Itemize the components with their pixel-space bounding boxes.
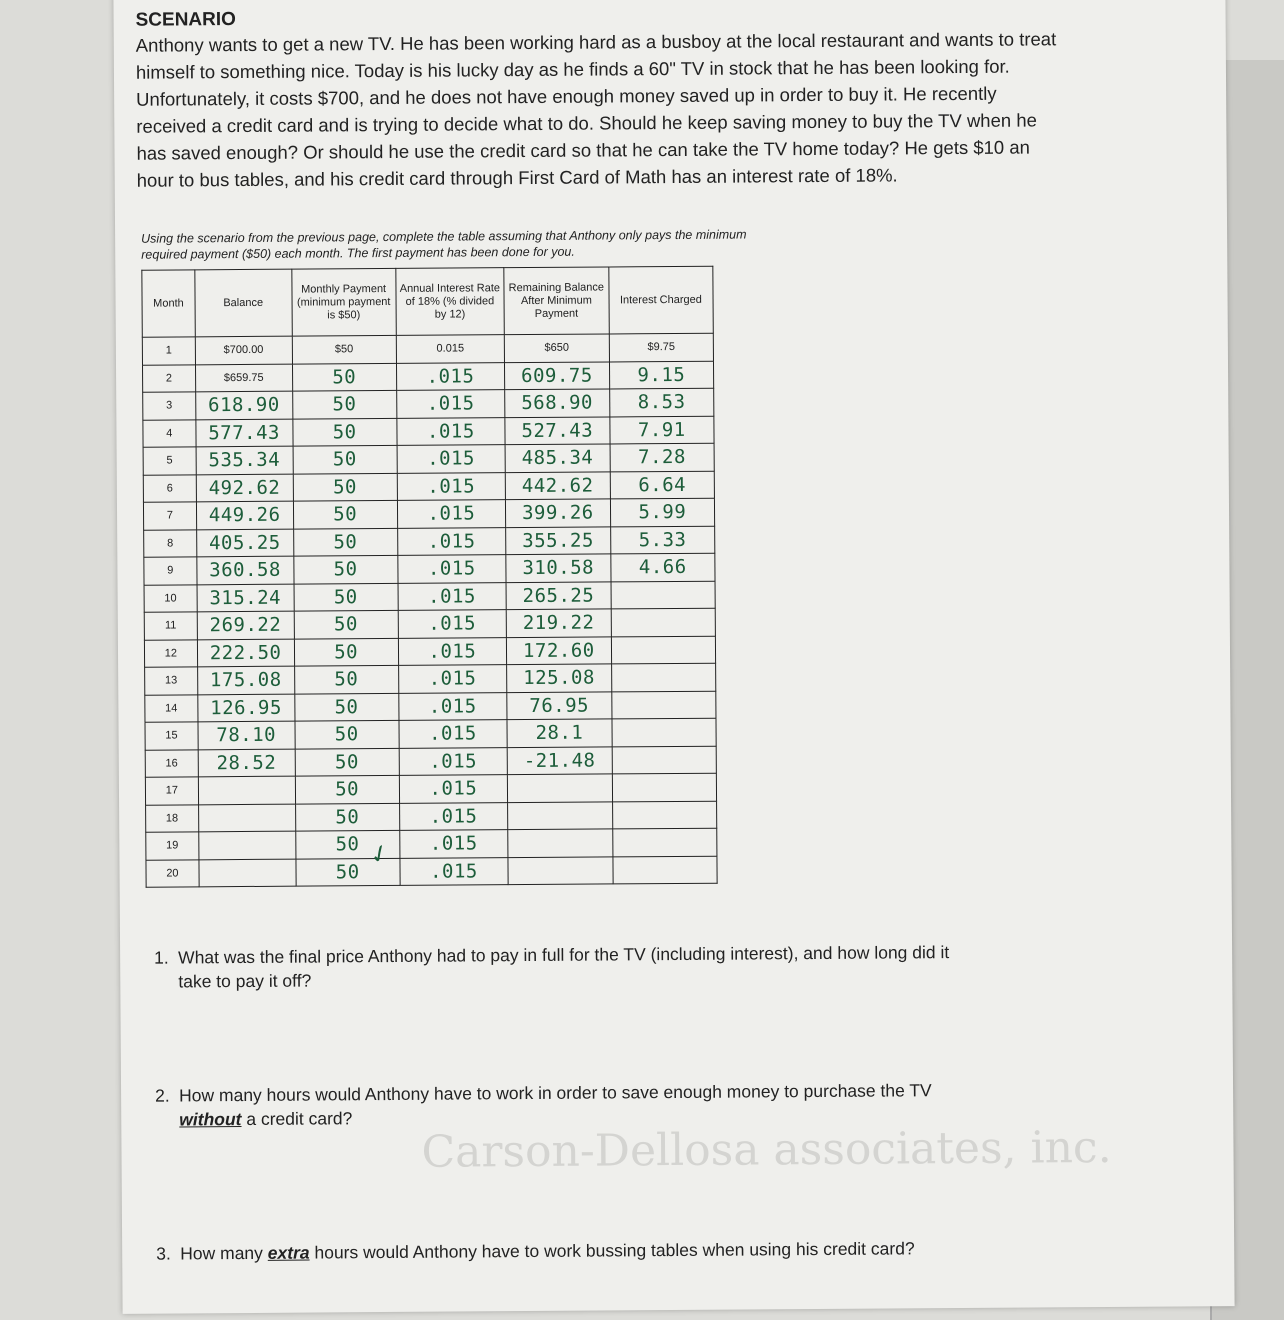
remaining-cell: 125.08 (507, 664, 612, 692)
remaining-cell: 76.95 (507, 691, 612, 719)
rate-cell: .015 (399, 747, 507, 775)
table-header-row (142, 266, 713, 337)
month-cell: 5 (143, 447, 196, 475)
rate-cell: .015 (399, 720, 507, 748)
remaining-cell (508, 856, 613, 884)
question-3-pre: How many (180, 1242, 268, 1264)
balance-cell: 449.26 (196, 501, 293, 529)
question-2 (155, 1077, 1055, 1131)
payment-cell: 50 (294, 610, 398, 638)
balance-cell: 492.62 (196, 474, 293, 502)
question-3-rest: hours would Anthony have to work bussing tables when using his credit card? (309, 1238, 915, 1263)
rate-cell: .015 (397, 417, 505, 445)
table-row (143, 498, 714, 529)
rate-cell: .015 (399, 775, 507, 803)
balance-cell: 126.95 (198, 694, 295, 722)
rate-cell: .015 (398, 637, 506, 665)
rate-cell: .015 (400, 830, 508, 858)
balance-cell: 222.50 (197, 639, 294, 667)
month-cell: 14 (145, 694, 198, 722)
interest-cell (611, 608, 716, 636)
table-row (143, 388, 714, 419)
remaining-cell: 219.22 (506, 609, 611, 637)
interest-cell: 7.28 (610, 443, 715, 471)
rate-cell: .015 (399, 692, 507, 720)
table-row (143, 443, 714, 474)
interest-cell: 9.15 (609, 361, 714, 389)
month-cell: 10 (144, 584, 197, 612)
table-row (146, 856, 717, 887)
table-row (146, 801, 717, 832)
question-2-text: How many hours would Anthony have to work in order to save enough money to purchase the TV (179, 1080, 932, 1106)
payment-cell: 50 (295, 748, 399, 776)
payment-cell: 50 (292, 363, 396, 391)
scenario-heading: SCENARIO (135, 9, 236, 31)
table-row (144, 526, 715, 557)
question-2-rest: a credit card? (241, 1108, 353, 1130)
interest-cell (611, 636, 716, 664)
balance-cell: 269.22 (197, 611, 294, 639)
table-body (142, 333, 717, 887)
interest-cell (611, 581, 716, 609)
interest-cell: $9.75 (609, 333, 714, 361)
interest-cell: 6.64 (610, 471, 715, 499)
question-1-number: 1. (154, 947, 169, 968)
payment-cell: 50 (293, 500, 397, 528)
interest-cell (612, 746, 717, 774)
header-remaining: Remaining Balance After Minimum Payment (504, 267, 609, 335)
remaining-cell: 568.90 (505, 389, 610, 417)
month-cell: 3 (143, 392, 196, 420)
interest-cell (612, 773, 717, 801)
header-interest: Interest Charged (608, 266, 713, 334)
month-cell: 6 (143, 474, 196, 502)
payment-cell: 50 (293, 528, 397, 556)
rate-cell: .015 (398, 582, 506, 610)
table-row (142, 333, 713, 364)
payment-cell: 50 (292, 390, 396, 418)
table-row (144, 636, 715, 667)
payment-table (141, 266, 717, 888)
payment-cell: 50 (294, 693, 398, 721)
interest-cell (613, 856, 718, 884)
rate-cell: .015 (397, 527, 505, 555)
table-row (144, 553, 715, 584)
interest-cell (612, 828, 717, 856)
remaining-cell (508, 801, 613, 829)
question-1 (154, 939, 1054, 993)
remaining-cell: 527.43 (505, 416, 610, 444)
balance-cell: 405.25 (196, 529, 293, 557)
month-cell: 20 (146, 859, 199, 887)
worksheet-page (113, 0, 1234, 1314)
payment-cell: 50 (292, 418, 396, 446)
remaining-cell (508, 829, 613, 857)
question-2-number: 2. (155, 1085, 170, 1106)
header-month: Month (142, 270, 195, 337)
question-1-text: What was the final price Anthony had to pay in full for the TV (including interest), and how long did it (178, 942, 950, 968)
month-cell: 9 (144, 557, 197, 585)
table-row (145, 773, 716, 804)
remaining-cell: 399.26 (505, 499, 610, 527)
balance-cell: 78.10 (198, 721, 295, 749)
question-2-text-cont (155, 1101, 1055, 1131)
month-cell: 2 (142, 364, 195, 392)
payment-cell: 50 (294, 665, 398, 693)
month-cell: 19 (146, 832, 199, 860)
interest-cell (611, 691, 716, 719)
rate-cell: .015 (397, 500, 505, 528)
rate-cell: .015 (398, 665, 506, 693)
month-cell: 17 (145, 777, 198, 805)
balance-cell: 315.24 (197, 584, 294, 612)
table-row (145, 746, 716, 777)
payment-cell: 50 (293, 555, 397, 583)
header-rate: Annual Interest Rate of 18% (% divided by 12) (396, 268, 505, 336)
balance-cell: $659.75 (195, 364, 292, 392)
question-3-emphasis: extra (267, 1242, 310, 1263)
payment-cell: 50 (295, 830, 399, 858)
scenario-paragraph: Anthony wants to get a new TV. He has been working hard as a busboy at the local restaurant and wants to treat himself to something nice. Today is his lucky day as he finds a 60" TV in stock that he has been looking for. Unfortunately, it costs $700, and he does not have enough money saved up in order to buy it. He recently received a credit card and is trying to decide what to do. Should he keep saving money to buy the TV when he has saved enough? Or should he use the credit card so that he can take the TV home today? He gets $10 an hour to bus tables, and his credit card through First Card of Math has an interest rate of 18%. (135, 28, 1057, 191)
table-row (145, 691, 716, 722)
rate-cell: 0.015 (396, 335, 504, 363)
rate-cell: .015 (397, 472, 505, 500)
interest-cell: 5.99 (610, 498, 715, 526)
payment-cell: 50 (294, 583, 398, 611)
interest-cell: 5.33 (610, 526, 715, 554)
remaining-cell: $650 (504, 334, 609, 362)
payment-cell: 50 (293, 473, 397, 501)
bleed-through-text: Carson-Dellosa associates, inc. (421, 1121, 1112, 1178)
handwritten-check-mark: ✓ (364, 837, 395, 872)
month-cell: 11 (144, 612, 197, 640)
table-instructions: Using the scenario from the previous page, complete the table assuming that Anthony only pays the minimum required payment ($50) each month. The first payment has been done for you. (141, 227, 747, 262)
remaining-cell: 355.25 (506, 526, 611, 554)
month-cell: 15 (145, 722, 198, 750)
balance-cell: 360.58 (197, 556, 294, 584)
question-1-text-cont: take to pay it off? (178, 970, 312, 992)
balance-cell (198, 776, 295, 804)
balance-cell (199, 859, 296, 887)
remaining-cell: 442.62 (505, 471, 610, 499)
balance-cell: 535.34 (196, 446, 293, 474)
balance-cell: $700.00 (195, 336, 292, 364)
payment-cell: 50 (295, 720, 399, 748)
payment-cell: $50 (292, 335, 396, 363)
month-cell: 8 (144, 529, 197, 557)
month-cell: 4 (143, 419, 196, 447)
month-cell: 13 (145, 667, 198, 695)
rate-cell: .015 (398, 610, 506, 638)
question-2-emphasis: without (179, 1109, 242, 1130)
remaining-cell: 609.75 (505, 361, 610, 389)
month-cell: 16 (145, 749, 198, 777)
interest-cell: 4.66 (610, 553, 715, 581)
payment-cell: 50 (294, 638, 398, 666)
table-row (142, 361, 713, 392)
rate-cell: .015 (397, 445, 505, 473)
interest-cell: 8.53 (609, 388, 714, 416)
rate-cell: .015 (398, 555, 506, 583)
rate-cell: .015 (399, 802, 507, 830)
payment-cell: 50 (293, 445, 397, 473)
interest-cell: 7.91 (610, 416, 715, 444)
remaining-cell: 265.25 (506, 581, 611, 609)
remaining-cell: 28.1 (507, 719, 612, 747)
remaining-cell: 310.58 (506, 554, 611, 582)
question-3 (156, 1235, 1056, 1265)
interest-cell (611, 663, 716, 691)
rate-cell: .015 (400, 857, 508, 885)
balance-cell (199, 831, 296, 859)
month-cell: 1 (142, 337, 195, 365)
table-row (143, 471, 714, 502)
balance-cell: 618.90 (195, 391, 292, 419)
header-payment: Monthly Payment (minimum payment is $50) (291, 268, 396, 336)
table-row (146, 828, 717, 859)
balance-cell: 28.52 (198, 749, 295, 777)
table-row (144, 608, 715, 639)
remaining-cell: 485.34 (505, 444, 610, 472)
table-row (144, 581, 715, 612)
balance-cell: 577.43 (196, 419, 293, 447)
table-row (145, 663, 716, 694)
month-cell: 18 (146, 804, 199, 832)
table-row (145, 718, 716, 749)
interest-cell (612, 718, 717, 746)
question-3-number: 3. (156, 1243, 171, 1264)
table-row (143, 416, 714, 447)
payment-cell: 50 (295, 775, 399, 803)
balance-cell: 175.08 (197, 666, 294, 694)
remaining-cell: 172.60 (506, 636, 611, 664)
payment-cell: 50 (295, 803, 399, 831)
remaining-cell: -21.48 (507, 746, 612, 774)
header-balance: Balance (195, 269, 292, 337)
rate-cell: .015 (396, 390, 504, 418)
month-cell: 7 (143, 502, 196, 530)
payment-cell: 50 (295, 858, 399, 886)
remaining-cell (507, 774, 612, 802)
interest-cell (612, 801, 717, 829)
balance-cell (198, 804, 295, 832)
month-cell: 12 (144, 639, 197, 667)
rate-cell: .015 (396, 362, 504, 390)
